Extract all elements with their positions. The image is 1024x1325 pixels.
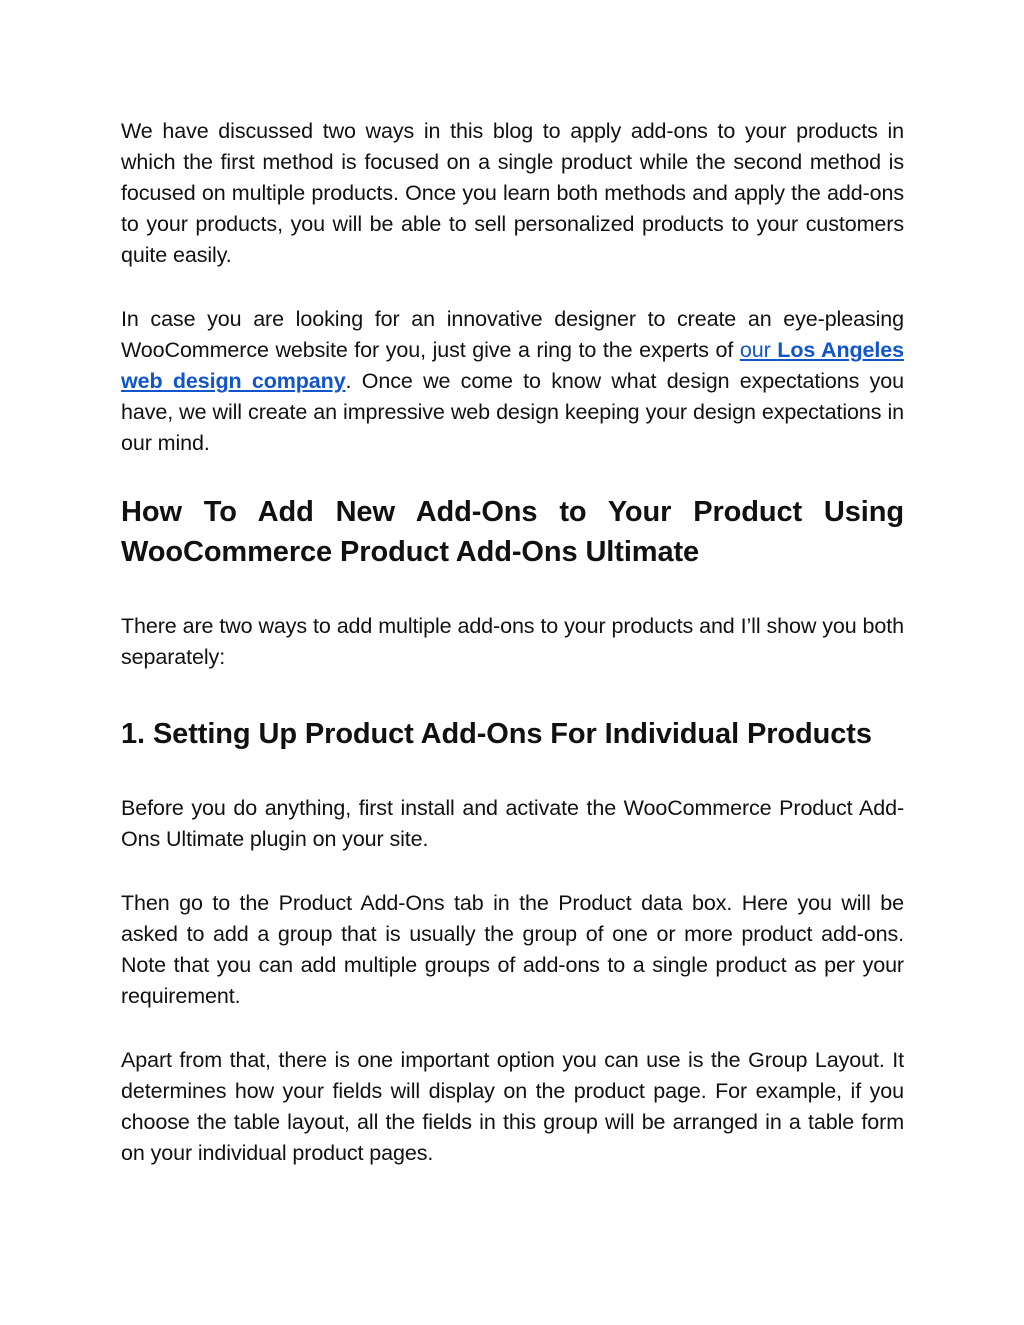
- section-heading-add-new-addons: How To Add New Add-Ons to Your Product Using WooCommerce Product Add-Ons Ultimate: [121, 496, 904, 568]
- designer-paragraph: [121, 304, 904, 459]
- link-text-plain: our: [739, 338, 778, 362]
- designer-paragraph-text-end: . Once we come to know what design expectations you have, we will create an impressive web design keeping your design expectations in our mind.: [121, 369, 904, 455]
- link-text-bold: Los Angeles web design company: [121, 338, 904, 393]
- product-addons-tab-paragraph: Then go to the Product Add-Ons tab in the Product data box. Here you will be asked to add a group that is usually the group of one or more product add-ons. Note that you can add multiple groups of add-ons to a single product as per your requirement.: [121, 891, 904, 1008]
- designer-paragraph-text-start: In case you are looking for an innovative designer to create an eye-pleasing WooCommerce website for you, just give a ring to the experts of: [121, 307, 904, 362]
- two-ways-paragraph: There are two ways to add multiple add-ons to your products and I’ll show you both separately:: [121, 614, 904, 669]
- section-heading-individual-products: 1. Setting Up Product Add-Ons For Individual Products: [121, 718, 872, 750]
- install-plugin-paragraph: Before you do anything, first install and activate the WooCommerce Product Add-Ons Ultimate plugin on your site.: [121, 796, 904, 851]
- document-page: [121, 116, 904, 1169]
- intro-paragraph: We have discussed two ways in this blog to apply add-ons to your products in which the first method is focused on a single product while the second method is focused on multiple products. Once you learn both methods and apply the add-ons to your products, you will be able to sell personalized products to your customers quite easily.: [121, 119, 904, 267]
- group-layout-paragraph: Apart from that, there is one important option you can use is the Group Layout. It determines how your fields will display on the product page. For example, if you choose the table layout, all the fields in this group will be arranged in a table form on your individual product pages.: [121, 1048, 904, 1165]
